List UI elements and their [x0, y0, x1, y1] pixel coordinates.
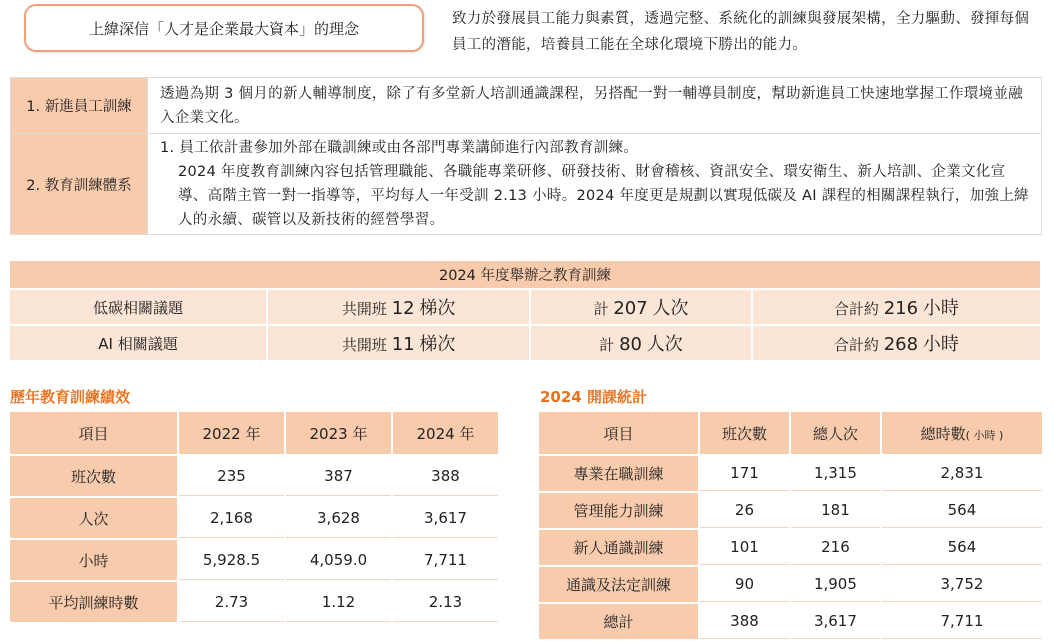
summary-classes: 共開班 12 梯次	[268, 290, 529, 324]
history-header: 2022 年	[179, 412, 284, 454]
program-text-line: 2024 年度教育訓練內容包括管理職能、各職能專業研修、研發技術、財會稽核、資訊安全、環安衛生、新人培訓、企業文化宣導、高階主管一對一指導等，平均每人一年受訓 2.13 小時。2024 年度更是規劃以實現低碳及 AI 課程的相關課程執行，加強上緯人的永續、碳管以及新技術的經營學習。	[178, 164, 1029, 228]
cell: 101	[700, 530, 789, 565]
course-stats-table	[537, 410, 1044, 641]
cell: 3,628	[286, 498, 391, 538]
row-label: 班次數	[10, 456, 177, 496]
row-label: 總計	[539, 604, 698, 639]
row-label: 小時	[10, 540, 177, 580]
history-header: 項目	[10, 412, 177, 454]
program-row-new-employee	[11, 78, 1042, 134]
programs-table	[10, 77, 1042, 235]
program-label: 2. 教育訓練體系	[11, 134, 148, 235]
course-header: 班次數	[700, 412, 789, 454]
cell: 26	[700, 493, 789, 528]
row-label: 平均訓練時數	[10, 582, 177, 622]
history-header: 2024 年	[393, 412, 498, 454]
row-label: 通識及法定訓練	[539, 567, 698, 602]
cell: 4,059.0	[286, 540, 391, 580]
intro-text: 致力於發展員工能力與素質，透過完整、系統化的訓練與發展架構，全力驅動、發揮每個員工的潛能，培養員工能在全球化環境下勝出的能力。	[452, 11, 1030, 53]
cell: 2,168	[179, 498, 284, 538]
table-row	[539, 493, 1042, 528]
cell: 181	[791, 493, 880, 528]
row-label: 管理能力訓練	[539, 493, 698, 528]
row-label: 人次	[10, 498, 177, 538]
program-row-training-system	[11, 134, 1042, 235]
program-text-line: 1. 員工依計畫參加外部在職訓練或由各部門專業講師進行內部教育訓練。	[160, 140, 639, 156]
table-row	[10, 456, 498, 496]
summary-classes: 共開班 11 梯次	[268, 326, 529, 360]
course-header-row	[539, 412, 1042, 454]
table-row	[10, 582, 498, 622]
summary-hours: 合計約 216 小時	[753, 290, 1040, 324]
program-text	[148, 134, 1042, 235]
summary-hours: 合計約 268 小時	[753, 326, 1040, 360]
summary-title: 2024 年度舉辦之教育訓練	[10, 261, 1040, 288]
cell: 7,711	[393, 540, 498, 580]
cell: 387	[286, 456, 391, 496]
course-header: 總人次	[791, 412, 880, 454]
philosophy-pill	[24, 4, 424, 52]
cell: 5,928.5	[179, 540, 284, 580]
table-row	[539, 567, 1042, 602]
table-row	[539, 456, 1042, 491]
program-text: 透過為期 3 個月的新人輔導制度，除了有多堂新人培訓通識課程，另搭配一對一輔導員制度，幫助新進員工快速地掌握工作環境並融入企業文化。	[148, 78, 1042, 134]
philosophy-pill-text: 上緯深信「人才是企業最大資本」的理念	[88, 19, 359, 38]
cell: 235	[179, 456, 284, 496]
cell: 2.73	[179, 582, 284, 622]
table-row	[10, 540, 498, 580]
cell: 90	[700, 567, 789, 602]
row-label: 新人通識訓練	[539, 530, 698, 565]
cell: 216	[791, 530, 880, 565]
cell: 3,752	[882, 567, 1042, 602]
cell: 388	[700, 604, 789, 639]
hours-unit-note: ( 小時 )	[965, 428, 1004, 442]
history-header-row	[10, 412, 498, 454]
summary-people: 計 207 人次	[531, 290, 750, 324]
history-header: 2023 年	[286, 412, 391, 454]
course-header: 項目	[539, 412, 698, 454]
table-row	[539, 530, 1042, 565]
cell: 1.12	[286, 582, 391, 622]
cell: 564	[882, 493, 1042, 528]
cell: 171	[700, 456, 789, 491]
cell: 1,905	[791, 567, 880, 602]
summary-topic: AI 相關議題	[10, 326, 266, 360]
history-title: 歷年教育訓練績效	[10, 388, 131, 406]
summary-people: 計 80 人次	[531, 326, 750, 360]
summary-row	[10, 326, 1040, 360]
history-table	[8, 410, 500, 624]
cell: 2,831	[882, 456, 1042, 491]
cell: 3,617	[791, 604, 880, 639]
row-label: 專業在職訓練	[539, 456, 698, 491]
summary-row	[10, 290, 1040, 324]
cell: 3,617	[393, 498, 498, 538]
summary-topic: 低碳相關議題	[10, 290, 266, 324]
table-row	[10, 498, 498, 538]
course-header: 總時數( 小時 )	[882, 412, 1042, 454]
program-label: 1. 新進員工訓練	[11, 78, 148, 134]
summary-2024-table	[8, 259, 1042, 362]
cell: 1,315	[791, 456, 880, 491]
cell: 388	[393, 456, 498, 496]
cell: 7,711	[882, 604, 1042, 639]
cell: 564	[882, 530, 1042, 565]
cell: 2.13	[393, 582, 498, 622]
course-stats-title: 2024 開課統計	[540, 388, 647, 406]
